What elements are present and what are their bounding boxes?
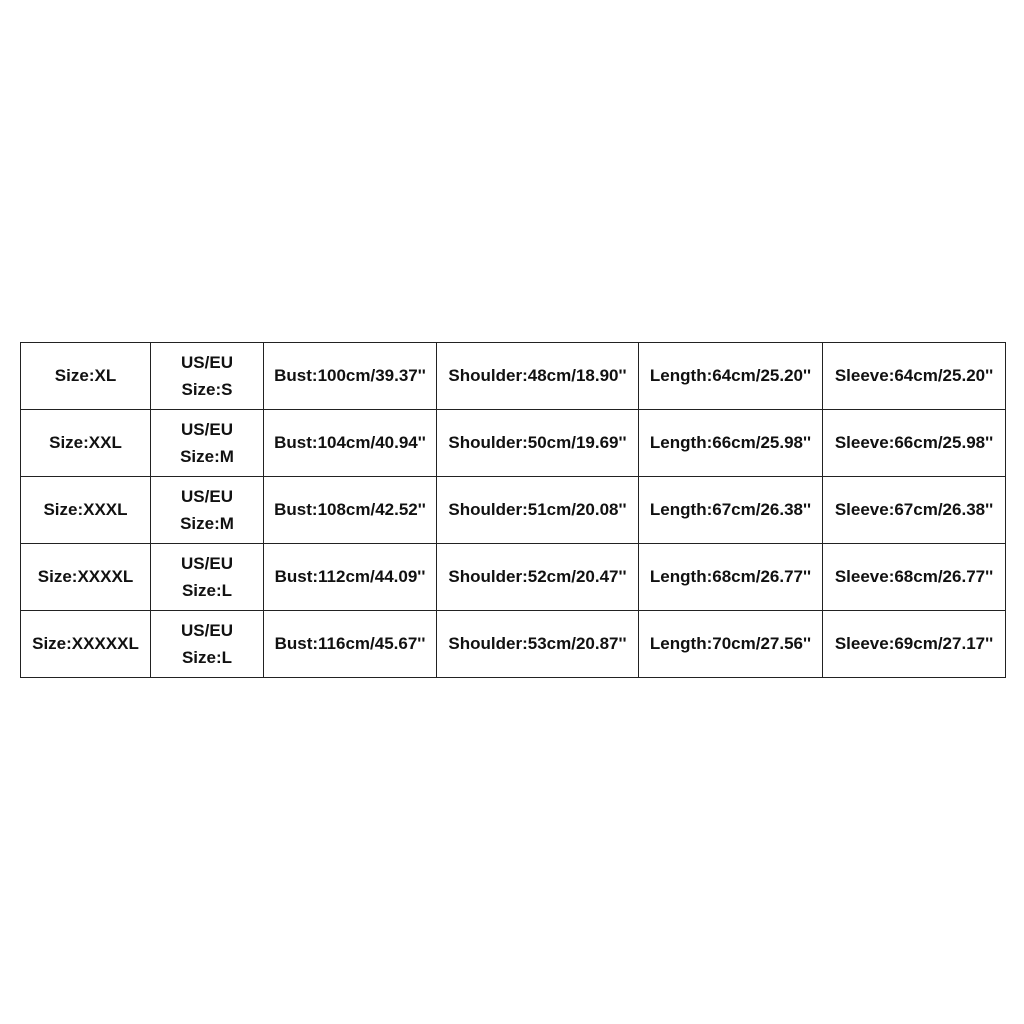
bust-cell: Bust:112cm/44.09'' (264, 544, 437, 611)
sleeve-cell: Sleeve:68cm/26.77'' (823, 544, 1006, 611)
size-chart-table (20, 342, 1006, 678)
us-eu-size: Size:M (180, 447, 234, 466)
us-eu-size-cell (151, 477, 264, 544)
size-cell: Size:XXXXXL (21, 611, 151, 678)
size-row (21, 343, 1006, 410)
us-eu-label: US/EU (181, 487, 233, 506)
shoulder-cell: Shoulder:50cm/19.69'' (437, 410, 639, 477)
bust-cell: Bust:108cm/42.52'' (264, 477, 437, 544)
size-cell: Size:XXL (21, 410, 151, 477)
shoulder-cell: Shoulder:51cm/20.08'' (437, 477, 639, 544)
us-eu-size: Size:M (180, 514, 234, 533)
bust-cell: Bust:100cm/39.37'' (264, 343, 437, 410)
us-eu-label: US/EU (181, 353, 233, 372)
us-eu-size-cell (151, 410, 264, 477)
size-row (21, 544, 1006, 611)
us-eu-label: US/EU (181, 554, 233, 573)
length-cell: Length:68cm/26.77'' (639, 544, 823, 611)
sleeve-cell: Sleeve:66cm/25.98'' (823, 410, 1006, 477)
us-eu-size-cell (151, 343, 264, 410)
sleeve-cell: Sleeve:64cm/25.20'' (823, 343, 1006, 410)
size-cell: Size:XL (21, 343, 151, 410)
size-row (21, 611, 1006, 678)
size-row (21, 477, 1006, 544)
size-cell: Size:XXXXL (21, 544, 151, 611)
bust-cell: Bust:104cm/40.94'' (264, 410, 437, 477)
us-eu-label: US/EU (181, 621, 233, 640)
us-eu-size: Size:L (181, 581, 233, 600)
us-eu-label: US/EU (181, 420, 233, 439)
us-eu-size: Size:S (181, 380, 233, 399)
length-cell: Length:66cm/25.98'' (639, 410, 823, 477)
shoulder-cell: Shoulder:53cm/20.87'' (437, 611, 639, 678)
us-eu-size-cell (151, 544, 264, 611)
sleeve-cell: Sleeve:67cm/26.38'' (823, 477, 1006, 544)
us-eu-size: Size:L (181, 648, 233, 667)
size-cell: Size:XXXL (21, 477, 151, 544)
us-eu-size-cell (151, 611, 264, 678)
length-cell: Length:67cm/26.38'' (639, 477, 823, 544)
shoulder-cell: Shoulder:48cm/18.90'' (437, 343, 639, 410)
bust-cell: Bust:116cm/45.67'' (264, 611, 437, 678)
shoulder-cell: Shoulder:52cm/20.47'' (437, 544, 639, 611)
size-row (21, 410, 1006, 477)
length-cell: Length:70cm/27.56'' (639, 611, 823, 678)
length-cell: Length:64cm/25.20'' (639, 343, 823, 410)
sleeve-cell: Sleeve:69cm/27.17'' (823, 611, 1006, 678)
